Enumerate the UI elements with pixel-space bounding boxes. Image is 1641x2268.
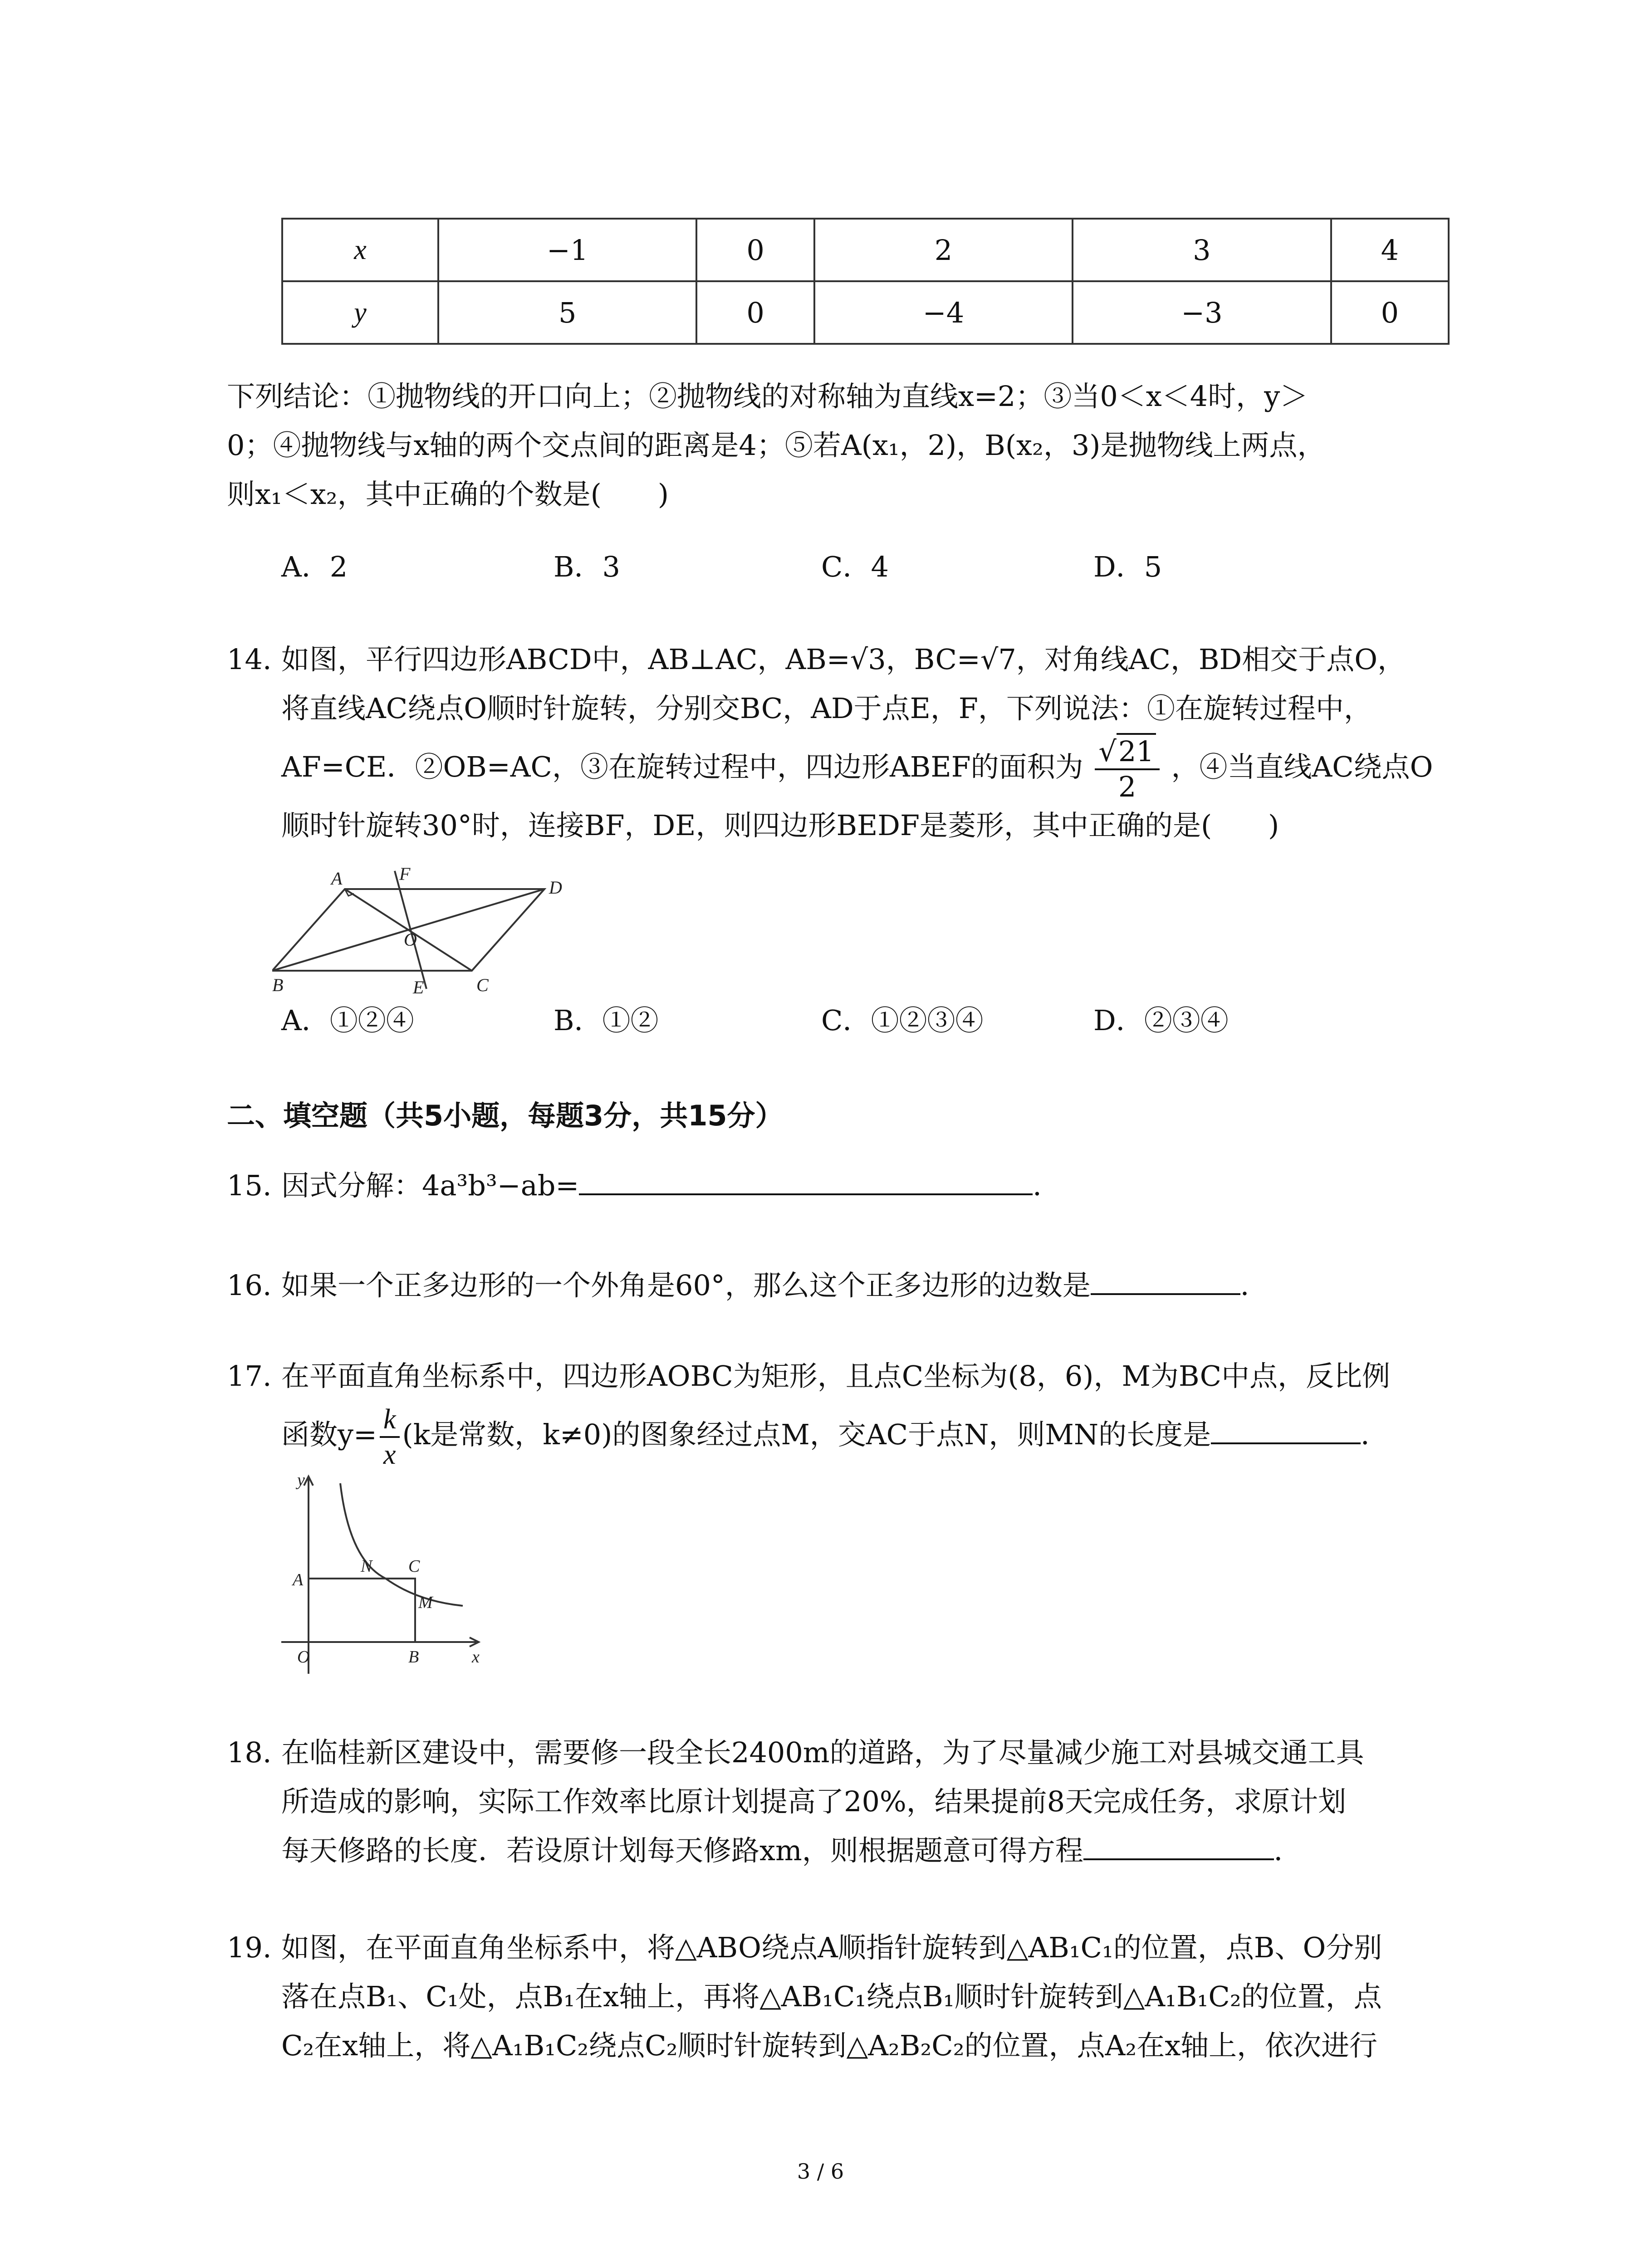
table-cell: 0 (1331, 281, 1449, 344)
q19-number: 19. (227, 1931, 272, 1964)
table-cell: 2 (814, 219, 1073, 281)
q15 (227, 1161, 1452, 1210)
q13-option-c[interactable]: C．4 (821, 550, 889, 583)
q17-line2b: (k是常数，k≠0)的图象经过点M，交AC于点N，则MN的长度是 (402, 1418, 1211, 1451)
q17-frac-den: x (383, 1439, 396, 1470)
q17-line2a: 函数y= (281, 1418, 377, 1451)
q17-label-y: y (297, 1471, 305, 1490)
q18-end: ． (1274, 1834, 1302, 1867)
q13-line1: 下列结论：①抛物线的开口向上；②抛物线的对称轴为直线x=2；③当0＜x＜4时，y＞ (227, 380, 1308, 413)
q14-options (281, 998, 1461, 1043)
q14-parallelogram-figure (272, 862, 608, 998)
q13-options (281, 544, 1461, 590)
q17-frac-num: k (380, 1405, 400, 1438)
q17-label-n: N (361, 1557, 372, 1576)
q14-option-a[interactable]: A．①②④ (281, 1004, 414, 1037)
q17-number: 17. (227, 1359, 272, 1393)
q14-label-d: D (549, 877, 562, 898)
q14-line3a: AF=CE．②OB=AC，③在旋转过程中，四边形ABEF的面积为 (281, 750, 1083, 783)
q17-label-o: O (297, 1647, 310, 1667)
q16-end: ． (1240, 1269, 1269, 1302)
q18-line2: 所造成的影响，实际工作效率比原计划提高了20%，结果提前8天完成任务，求原计划 (281, 1785, 1347, 1818)
q13-line2: 0；④抛物线与x轴的两个交点间的距离是4；⑤若A(x₁，2)，B(x₂，3)是抛物线上两点， (227, 429, 1326, 462)
q14-option-c[interactable]: C．①②③④ (821, 1004, 984, 1037)
q17-label-a: A (293, 1570, 304, 1589)
q14-line3b: ，④当直线AC绕点O (1171, 750, 1433, 783)
table-cell: −4 (814, 281, 1073, 344)
q13-text (227, 372, 1452, 519)
q13-option-a[interactable]: A．2 (281, 550, 348, 583)
q17-line1: 在平面直角坐标系中，四边形AOBC为矩形，且点C坐标为(8，6)，M为BC中点，反比例 (281, 1359, 1391, 1393)
q16-answer-blank[interactable] (1091, 1266, 1240, 1295)
q14-label-a: A (331, 868, 343, 889)
q14-label-b: B (272, 975, 284, 995)
q18-line1: 在临桂新区建设中，需要修一段全长2400m的道路，为了尽量减少施工对县城交通工具 (281, 1736, 1364, 1769)
q17-answer-blank[interactable] (1211, 1415, 1361, 1444)
q19-line2: 落在点B₁、C₁处，点B₁在x轴上，再将△AB₁C₁绕点B₁顺时针旋转到△A₁B₁C₂的位置，点 (281, 1980, 1382, 2013)
q17-label-b: B (408, 1647, 419, 1667)
q17-label-c: C (408, 1557, 420, 1576)
table-cell: 3 (1073, 219, 1331, 281)
q17-label-x: x (472, 1647, 480, 1667)
table-cell: −3 (1073, 281, 1331, 344)
q17-fraction (380, 1405, 400, 1469)
q14-line4: 顺时针旋转30°时，连接BF，DE，则四边形BEDF是菱形，其中正确的是( ) (281, 809, 1279, 842)
q14-label-e: E (413, 977, 424, 997)
q14-label-c: C (476, 975, 489, 995)
q14-option-b[interactable]: B．①② (554, 1004, 659, 1037)
table-cell: 0 (696, 219, 814, 281)
q17-end: ． (1361, 1418, 1389, 1451)
q14-fraction: $\frac{√21}{2}$ (1095, 738, 1159, 801)
q14-text (227, 635, 1452, 850)
table-cell: −1 (438, 219, 696, 281)
q14-frac-num: 21 (1117, 733, 1156, 768)
q18-answer-blank[interactable] (1083, 1831, 1274, 1860)
q14-label-o: O (404, 929, 417, 950)
q15-end: ． (1033, 1169, 1061, 1202)
q17 (227, 1352, 1452, 1469)
table-cell: 5 (438, 281, 696, 344)
q13-option-d[interactable]: D．5 (1093, 550, 1162, 583)
q19-line1: 如图，在平面直角坐标系中，将△ABO绕点A顺指针旋转到△AB₁C₁的位置，点B、O分别 (281, 1931, 1382, 1964)
table-row (282, 281, 1449, 344)
q18 (227, 1728, 1452, 1875)
table-row-label: x (282, 219, 438, 281)
table-row (282, 219, 1449, 281)
q14-label-f: F (399, 864, 411, 884)
q14-line1: 如图，平行四边形ABCD中，AB⊥AC，AB=√3，BC=√7，对角线AC，BD相交于点O， (281, 643, 1406, 676)
q13-line3: 则x₁＜x₂，其中正确的个数是( ) (227, 478, 669, 511)
q16-text: 如果一个正多边形的一个外角是60°，那么这个正多边形的边数是 (281, 1269, 1091, 1302)
page-number: 3 / 6 (797, 2159, 844, 2184)
table-row-label: y (282, 281, 438, 344)
q14-frac-den: 2 (1118, 770, 1136, 803)
q18-line3: 每天修路的长度．若设原计划每天修路xm，则根据题意可得方程 (281, 1834, 1083, 1867)
q17-label-m: M (418, 1593, 433, 1612)
q16-number: 16. (227, 1269, 272, 1302)
q14-option-d[interactable]: D．②③④ (1093, 1004, 1229, 1037)
q19-line3: C₂在x轴上，将△A₁B₁C₂绕点C₂顺时针旋转到△A₂B₂C₂的位置，点A₂在x轴上，依次进行 (281, 2029, 1378, 2062)
section-heading: 二、填空题（共5小题，每题3分，共15分） (227, 1099, 784, 1132)
q15-text: 因式分解：4a³b³−ab= (281, 1169, 579, 1202)
q13-option-b[interactable]: B．3 (554, 550, 621, 583)
table-cell: 0 (696, 281, 814, 344)
q16 (227, 1261, 1452, 1310)
q18-number: 18. (227, 1736, 272, 1769)
q14-number: 14. (227, 643, 272, 676)
table-cell: 4 (1331, 219, 1449, 281)
q15-number: 15. (227, 1169, 272, 1202)
q17-coordinate-figure (272, 1470, 499, 1687)
q14-line2: 将直线AC绕点O顺时针旋转，分别交BC，AD于点E，F，下列说法：①在旋转过程中， (281, 692, 1372, 725)
q19 (227, 1923, 1452, 2070)
value-table (281, 218, 1450, 345)
q15-answer-blank[interactable] (579, 1166, 1033, 1195)
